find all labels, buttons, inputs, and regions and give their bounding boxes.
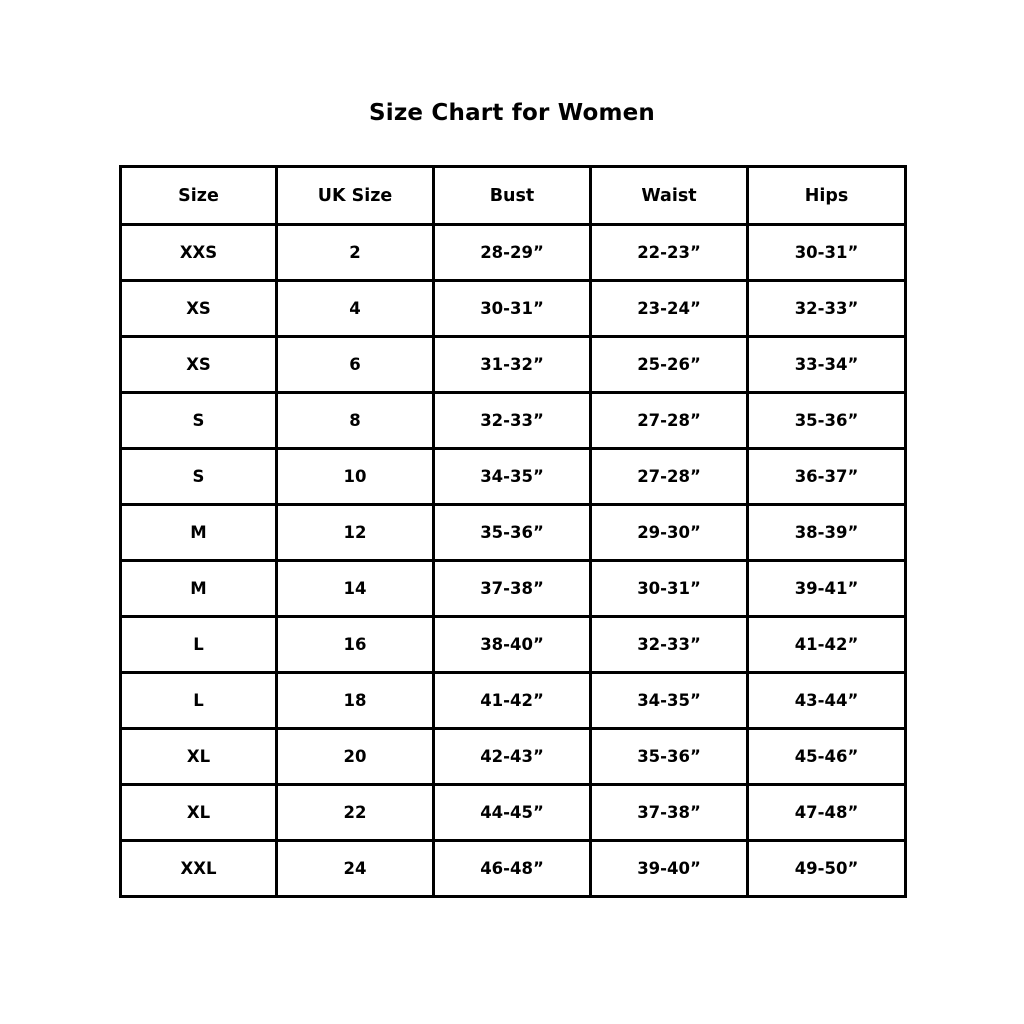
cell-hips: 47-48” xyxy=(748,785,906,841)
cell-bust: 32-33” xyxy=(434,393,591,449)
cell-bust: 37-38” xyxy=(434,561,591,617)
cell-size: L xyxy=(121,617,277,673)
cell-uk-size: 14 xyxy=(277,561,434,617)
table-row xyxy=(121,841,906,897)
table-row xyxy=(121,225,906,281)
cell-waist: 27-28” xyxy=(591,393,748,449)
cell-waist: 35-36” xyxy=(591,729,748,785)
cell-uk-size: 12 xyxy=(277,505,434,561)
cell-bust: 44-45” xyxy=(434,785,591,841)
size-chart-table-container xyxy=(119,165,904,898)
table-row xyxy=(121,505,906,561)
cell-bust: 31-32” xyxy=(434,337,591,393)
cell-uk-size: 20 xyxy=(277,729,434,785)
cell-hips: 41-42” xyxy=(748,617,906,673)
cell-bust: 38-40” xyxy=(434,617,591,673)
cell-waist: 27-28” xyxy=(591,449,748,505)
cell-uk-size: 10 xyxy=(277,449,434,505)
table-row xyxy=(121,617,906,673)
column-header-bust: Bust xyxy=(434,167,591,225)
column-header-hips: Hips xyxy=(748,167,906,225)
cell-bust: 42-43” xyxy=(434,729,591,785)
page-title: Size Chart for Women xyxy=(368,100,655,126)
cell-bust: 46-48” xyxy=(434,841,591,897)
cell-waist: 30-31” xyxy=(591,561,748,617)
cell-waist: 34-35” xyxy=(591,673,748,729)
table-row xyxy=(121,393,906,449)
cell-uk-size: 22 xyxy=(277,785,434,841)
cell-hips: 45-46” xyxy=(748,729,906,785)
table-header xyxy=(121,167,906,225)
cell-uk-size: 8 xyxy=(277,393,434,449)
cell-waist: 25-26” xyxy=(591,337,748,393)
cell-waist: 23-24” xyxy=(591,281,748,337)
cell-hips: 35-36” xyxy=(748,393,906,449)
cell-hips: 36-37” xyxy=(748,449,906,505)
cell-waist: 29-30” xyxy=(591,505,748,561)
cell-uk-size: 18 xyxy=(277,673,434,729)
column-header-size: Size xyxy=(121,167,277,225)
column-header-uk-size: UK Size xyxy=(277,167,434,225)
cell-hips: 43-44” xyxy=(748,673,906,729)
cell-size: XL xyxy=(121,729,277,785)
cell-uk-size: 6 xyxy=(277,337,434,393)
column-header-waist: Waist xyxy=(591,167,748,225)
cell-bust: 41-42” xyxy=(434,673,591,729)
cell-hips: 39-41” xyxy=(748,561,906,617)
cell-size: XS xyxy=(121,337,277,393)
cell-waist: 32-33” xyxy=(591,617,748,673)
cell-size: S xyxy=(121,393,277,449)
cell-bust: 28-29” xyxy=(434,225,591,281)
cell-waist: 39-40” xyxy=(591,841,748,897)
size-chart-table xyxy=(119,165,907,898)
cell-uk-size: 2 xyxy=(277,225,434,281)
cell-size: XXL xyxy=(121,841,277,897)
cell-bust: 34-35” xyxy=(434,449,591,505)
cell-size: XL xyxy=(121,785,277,841)
table-row xyxy=(121,337,906,393)
cell-hips: 32-33” xyxy=(748,281,906,337)
cell-hips: 33-34” xyxy=(748,337,906,393)
cell-size: M xyxy=(121,505,277,561)
table-row xyxy=(121,449,906,505)
cell-size: XS xyxy=(121,281,277,337)
table-row xyxy=(121,561,906,617)
cell-hips: 30-31” xyxy=(748,225,906,281)
cell-uk-size: 24 xyxy=(277,841,434,897)
table-row xyxy=(121,785,906,841)
cell-size: XXS xyxy=(121,225,277,281)
cell-bust: 30-31” xyxy=(434,281,591,337)
cell-hips: 49-50” xyxy=(748,841,906,897)
table-body xyxy=(121,225,906,897)
cell-hips: 38-39” xyxy=(748,505,906,561)
cell-uk-size: 4 xyxy=(277,281,434,337)
cell-uk-size: 16 xyxy=(277,617,434,673)
cell-size: L xyxy=(121,673,277,729)
table-row xyxy=(121,673,906,729)
cell-size: S xyxy=(121,449,277,505)
cell-waist: 37-38” xyxy=(591,785,748,841)
cell-bust: 35-36” xyxy=(434,505,591,561)
table-row xyxy=(121,729,906,785)
cell-waist: 22-23” xyxy=(591,225,748,281)
table-header-row xyxy=(121,167,906,225)
cell-size: M xyxy=(121,561,277,617)
table-row xyxy=(121,281,906,337)
